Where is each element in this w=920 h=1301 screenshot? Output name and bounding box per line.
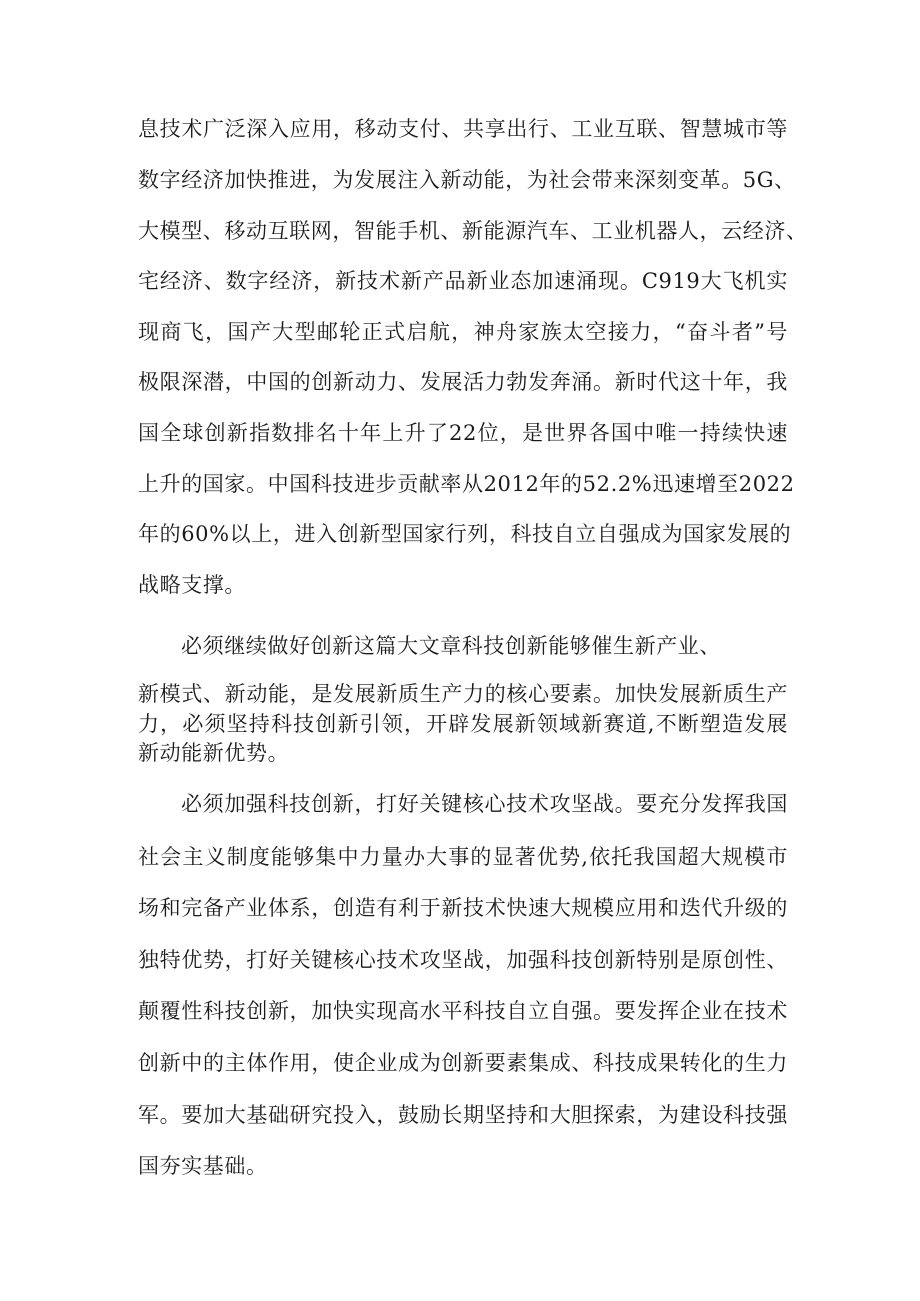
text-line: 必须继续做好创新这篇大文章科技创新能够催生新产业、 — [181, 634, 721, 658]
text-line: 军。要加大基础研究投入，鼓励长期坚持和大胆探索，为建设科技强 — [138, 1103, 788, 1127]
text-line: 社会主义制度能够集中力量办大事的显著优势,依托我国超大规模市 — [138, 845, 788, 869]
text-line: 息技术广泛深入应用，移动支付、共享出行、工业互联、智慧城市等 — [138, 117, 788, 141]
text-line: 国全球创新指数排名十年上升了22位，是世界各国中唯一持续快速 — [138, 421, 788, 445]
text-line: 极限深潜，中国的创新动力、发展活力勃发奔涌。新时代这十年，我 — [138, 370, 788, 394]
text-line: 必须加强科技创新，打好关键核心技术攻坚战。要充分发挥我国 — [181, 792, 788, 816]
text-line: 数字经济加快推进，为发展注入新动能，为社会带来深刻变革。5G、 — [138, 168, 796, 192]
text-line: 国夯实基础。 — [138, 1154, 268, 1178]
text-line: 场和完备产业体系，创造有利于新技术快速大规模应用和迭代升级的 — [138, 896, 788, 920]
text-line: 宅经济、数字经济，新技术新产品新业态加速涌现。C919大飞机实 — [138, 269, 788, 293]
text-line: 新动能新优势。 — [138, 741, 290, 765]
text-line: 独特优势，打好关键核心技术攻坚战，加强科技创新特别是原创性、 — [138, 948, 788, 972]
text-line: 新模式、新动能，是发展新质生产力的核心要素。加快发展新质生产 — [138, 682, 788, 706]
text-line: 颠覆性科技创新，加快实现高水平科技自立自强。要发挥企业在技术 — [138, 999, 788, 1023]
text-line: 大模型、移动互联网，智能手机、新能源汽车、工业机器人，云经济、 — [138, 219, 808, 243]
text-line: 战略支撑。 — [138, 573, 246, 597]
text-line: 现商飞，国产大型邮轮正式启航，神舟家族太空接力，“奋斗者”号 — [138, 320, 788, 344]
text-line: 力，必须坚持科技创新引领，开辟发展新领域新赛道,不断塑造发展 — [138, 712, 788, 736]
text-line: 创新中的主体作用，使企业成为创新要素集成、科技成果转化的生力 — [138, 1051, 788, 1075]
text-line: 上升的国家。中国科技进步贡献率从2012年的52.2%迅速增至2022 — [138, 472, 795, 496]
text-line: 年的60%以上，进入创新型国家行列，科技自立自强成为国家发展的 — [138, 522, 792, 546]
